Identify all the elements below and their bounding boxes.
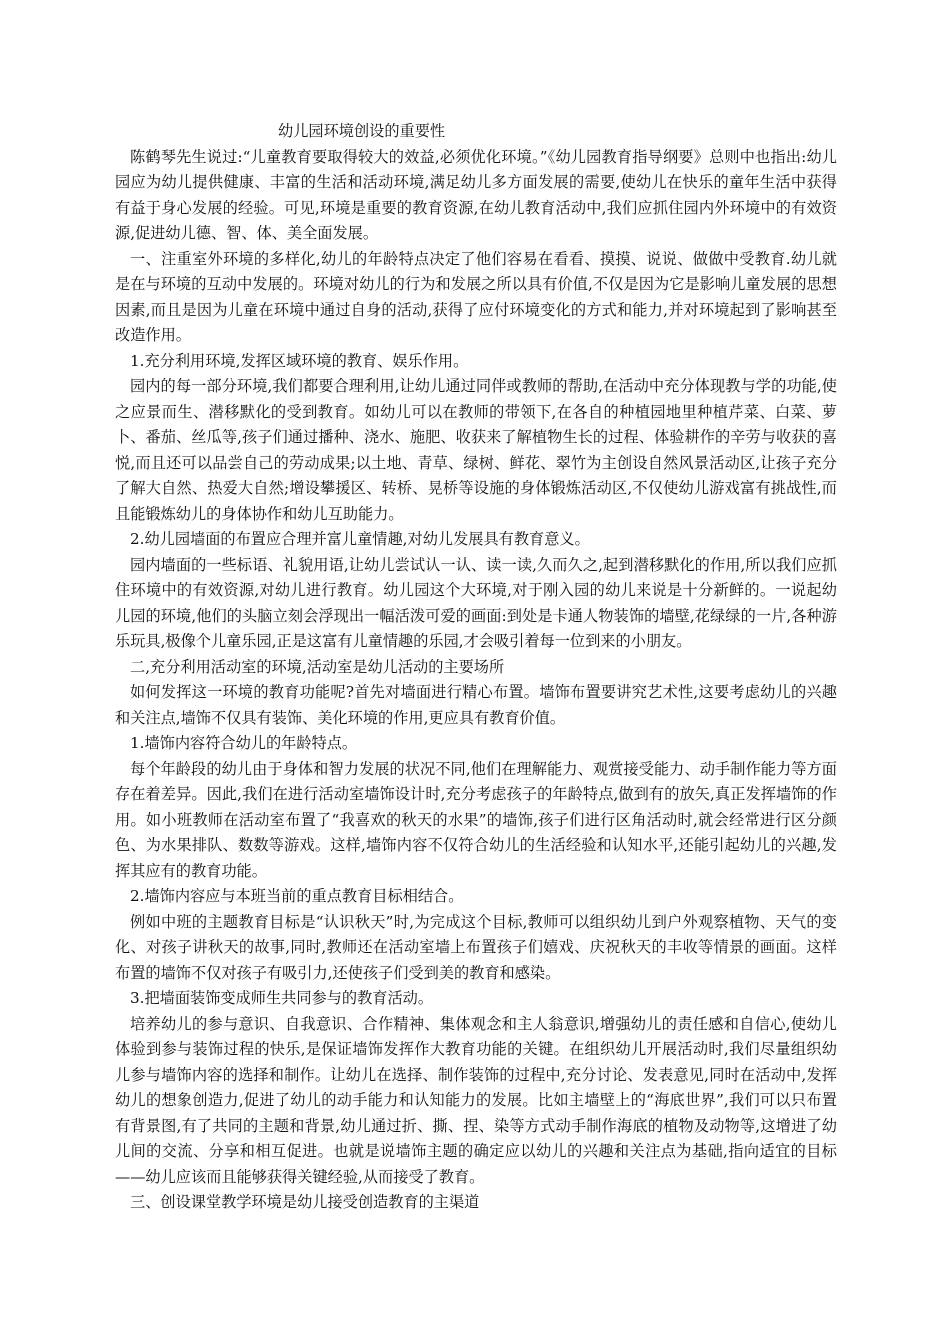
- paragraph-2-3: 培养幼儿的参与意识、自我意识、合作精神、集体观念和主人翁意识,增强幼儿的责任感和自信心,使幼儿体验到参与装饰过程的快乐,是保证墙饰发挥作大教育功能的关键。在组织幼儿开展活动时,我们尽量组织幼儿参与墙饰内容的选择和制作。让幼儿在选择、制作装饰的过程中,充分讨论、发表意见,同时在活动中,发挥幼儿的想象创造力,促进了幼儿的动手能力和认知能力的发展。比如主墙壁上的“海底世界”,我们可以只布置有背景图,有了共同的主题和背景,幼儿通过折、撕、捏、染等方式动手制作海底的植物及动物等,这增进了幼儿间的交流、分享和相互促进。也就是说墙饰主题的确定应以幼儿的兴趣和关注点为基础,指向适宜的目标——幼儿应该而且能够获得关键经验,从而接受了教育。: [115, 1014, 837, 1186]
- subheading-2-1: 1.墙饰内容符合幼儿的年龄特点。: [130, 734, 358, 752]
- paragraph-2-2: 例如中班的主题教育目标是“认识秋天”时,为完成这个目标,教师可以组织幼儿到户外观察植物、天气的变化、对孩子讲秋天的故事,同时,教师还在活动室墙上布置孩子们嬉戏、庆祝秋天的丰收等情景的画面。这样布置的墙饰不仅对孩子有吸引力,还使孩子们受到美的教育和感染。: [115, 912, 837, 982]
- paragraph-section-2: 如何发挥这一环境的教育功能呢?首先对墙面进行精心布置。墙饰布置要讲究艺术性,这要考虑幼儿的兴趣和关注点,墙饰不仅具有装饰、美化环境的作用,更应具有教育价值。: [115, 683, 837, 727]
- subheading-2-3: 3.把墙面装饰变成师生共同参与的教育活动。: [130, 989, 434, 1007]
- paragraph-1-2: 园内墙面的一些标语、礼貌用语,让幼儿尝试认一认、读一读,久而久之,起到潜移默化的作用,所以我们应抓住环境中的有效资源,对幼儿进行教育。幼儿园这个大环境,对于刚入园的幼儿来说是十分新鲜的。一说起幼儿园的环境,他们的头脑立刻会浮现出一幅活泼可爱的画面:到处是卡通人物装饰的墙壁,花绿绿的一片,各种游乐玩具,极像个儿童乐园,正是这富有儿童情趣的乐园,才会吸引着每一位到来的小朋友。: [115, 555, 837, 650]
- subheading-2-2: 2.墙饰内容应与本班当前的重点教育目标相结合。: [130, 887, 464, 905]
- paragraph-section-1: 一、注重室外环境的多样化,幼儿的年龄特点决定了他们容易在看看、摸摸、说说、做做中受教育.幼儿就是在与环境的互动中发展的。环境对幼儿的行为和发展之所以具有价值,不仅是因为它是影响儿童发展的思想因素,而且是因为儿童在环境中通过自身的活动,获得了应付环境变化的方式和能力,并对环境起到了影响甚至改造作用。: [115, 249, 837, 344]
- paragraph-2-1: 每个年龄段的幼儿由于身体和智力发展的状况不同,他们在理解能力、观赏接受能力、动手制作能力等方面存在着差异。因此,我们在进行活动室墙饰设计时,充分考虑孩子的年龄特点,做到有的放矢,真正发挥墙饰的作用。如小班教师在活动室布置了“我喜欢的秋天的水果”的墙饰,孩子们进行区角活动时,就会经常进行区分颜色、为水果排队、数数等游戏。这样,墙饰内容不仅符合幼儿的生活经验和认知水平,还能引起幼儿的兴趣,发挥其应有的教育功能。: [115, 759, 837, 880]
- paragraph-1-1: 园内的每一部分环境,我们都要合理利用,让幼儿通过同伴或教师的帮助,在活动中充分体现教与学的功能,使之应景而生、潜移默化的受到教育。如幼儿可以在教师的带领下,在各自的种植园地里种植芹菜、白菜、萝卜、番茄、丝瓜等,孩子们通过播种、浇水、施肥、收获来了解植物生长的过程、体验耕作的辛劳与收获的喜悦,而且还可以品尝自己的劳动成果;以土地、青草、绿树、鲜花、翠竹为主创设自然风景活动区,让孩子充分了解大自然、热爱大自然;增设攀援区、转桥、晃桥等设施的身体锻炼活动区,不仅使幼儿游戏富有挑战性,而且能锻炼幼儿的身体协作和幼儿互助能力。: [115, 377, 837, 523]
- subheading-1-2: 2.幼儿园墙面的布置应合理并富儿童情趣,对幼儿发展具有教育意义。: [130, 530, 590, 548]
- subheading-1-1: 1.充分利用环境,发挥区域环境的教育、娱乐作用。: [130, 351, 469, 370]
- document-title: 幼儿园环境创设的重要性: [278, 122, 446, 140]
- paragraph-intro: 陈鹤琴先生说过:“儿童教育要取得较大的效益,必须优化环境。”《幼儿园教育指导纲要》总则中也指出:幼儿园应为幼儿提供健康、丰富的生活和活动环境,满足幼儿多方面发展的需要,使幼儿在快乐的童年生活中获得有益于身心发展的经验。可见,环境是重要的教育资源,在幼儿教育活动中,我们应抓住园内外环境中的有效资源,促进幼儿德、智、体、美全面发展。: [115, 147, 837, 242]
- section-heading-2: 二,充分利用活动室的环境,活动室是幼儿活动的主要场所: [130, 657, 505, 676]
- document-body: [115, 119, 837, 1216]
- section-heading-3: 三、创设课堂教学环境是幼儿接受创造教育的主渠道: [130, 1193, 480, 1211]
